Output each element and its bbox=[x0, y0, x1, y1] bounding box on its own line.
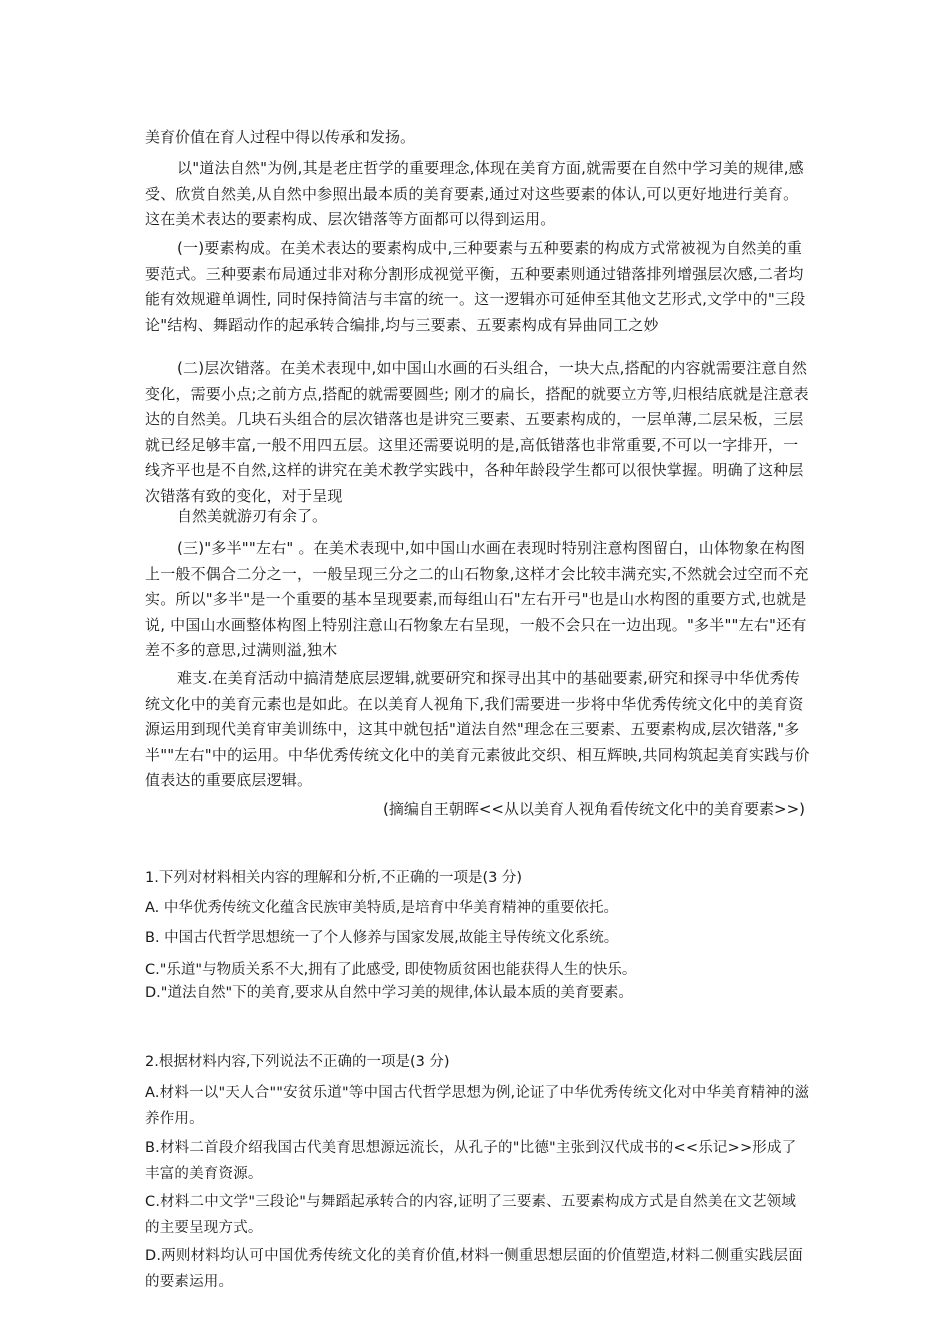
question-2-option-c: C.材料二中文学"三段论"与舞蹈起承转合的内容,证明了三要素、五要素构成方式是自然美在文艺领域的主要呈现方式。 bbox=[145, 1194, 797, 1236]
question-2-option-a: A.材料一以"天人合""安贫乐道"等中国古代哲学思想为例,论证了中华优秀传统文化对中华美育精神的滋养作用。 bbox=[145, 1085, 810, 1127]
question-1-option-c: C."乐道"与物质关系不大,拥有了此感受, 即使物质贫困也能获得人生的快乐。 bbox=[145, 962, 637, 978]
question-2-option-b: B.材料二首段介绍我国古代美育思想源远流长，从孔子的"比德"主张到汉代成书的<<乐记>>形成了丰富的美育资源。 bbox=[145, 1140, 797, 1182]
question-2-option-d: D.两则材料均认可中国优秀传统文化的美育价值,材料一侧重思想层面的价值塑造,材料二侧重实践层面的要素运用。 bbox=[145, 1248, 803, 1290]
question-2-stem: 2.根据材料内容,下列说法不正确的一项是(3 分) bbox=[145, 1054, 450, 1070]
source-citation: (摘编自王朝晖<<从以美育人视角看传统文化中的美育要素>>) bbox=[383, 800, 805, 818]
question-1-option-d: D."道法自然"下的美育,要求从自然中学习美的规律,体认最本质的美育要素。 bbox=[145, 985, 633, 1001]
paragraph-2: (一)要素构成。在美术表达的要素构成中,三种要素与五种要素的构成方式常被视为自然美的重要范式。三种要素布局通过非对称分割形成视觉平衡，五种要素则通过错落排列增强层次感,二者均能有效规避单调性, 同时保持简洁与丰富的统一。这一逻辑亦可延伸至其他文艺形式,文学中的"三段论"结构、舞蹈动作的起承转合编排,均与三要素、五要素构成有异曲同工之妙 bbox=[145, 239, 806, 334]
paragraph-0: 美育价值在育人过程中得以传承和发扬。 bbox=[145, 128, 416, 146]
paragraph-3: (二)层次错落。在美术表现中,如中国山水画的石头组合，一块大点,搭配的内容就需要注意自然变化，需要小点;之前方点,搭配的就需要圆些; 刚才的扁长，搭配的就要立方等,归根结底就是注意表达的自然美。几块石头组合的层次错落也是讲究三要素、五要素构成的，一层单薄,二层呆板，三层就已经足够丰富,一般不用四五层。这里还需要说明的是,高低错落也非常重要,不可以一字排开，一线齐平也是不自然,这样的讲究在美术教学实践中，各种年龄段学生都可以很快掌握。明确了这种层次错落有致的变化，对于呈现 bbox=[145, 359, 809, 505]
question-1-option-a: A. 中华优秀传统文化蕴含民族审美特质,是培育中华美育精神的重要依托。 bbox=[145, 900, 618, 916]
paragraph-4: 自然美就游刃有余了。 bbox=[177, 507, 328, 525]
paragraph-5: (三)"多半""左右" 。在美术表现中,如中国山水画在表现时特别注意构图留白，山体物象在构图上一般不偶合二分之一，一般呈现三分之二的山石物象,这样才会比较丰满充实,不然就会过空而不充实。所以"多半"是一个重要的基本呈现要素,而每组山石"左右开弓"也是山水构图的重要方式,也就是说, 中国山水画整体构图上特别注意山石物象左右呈现，一般不会只在一边出现。"多半""左右"还有差不多的意思,过满则溢,独木 bbox=[145, 539, 809, 659]
paragraph-6: 难支.在美育活动中搞清楚底层逻辑,就要研究和探寻出其中的基础要素,研究和探寻中华优秀传统文化中的美育元素也是如此。在以美育人视角下,我们需要进一步将中华优秀传统文化中的美育资源运用到现代美育审美训练中，这其中就包括"道法自然"理念在三要素、五要素构成,层次错落,"多半""左右"中的运用。中华优秀传统文化中的美育元素彼此交织、相互辉映,共同构筑起美育实践与价值表达的重要底层逻辑。 bbox=[145, 669, 810, 789]
question-1-stem: 1.下列对材料相关内容的理解和分析,不正确的一项是(3 分) bbox=[145, 870, 523, 886]
question-1-option-b: B. 中国古代哲学思想统一了个人修养与国家发展,故能主导传统文化系统。 bbox=[145, 930, 619, 946]
paragraph-1: 以"道法自然"为例,其是老庄哲学的重要理念,体现在美育方面,就需要在自然中学习美的规律,感受、欣赏自然美,从自然中参照出最本质的美育要素,通过对这些要素的体认,可以更好地进行美育。这在美术表达的要素构成、层次错落等方面都可以得到运用。 bbox=[145, 159, 804, 228]
